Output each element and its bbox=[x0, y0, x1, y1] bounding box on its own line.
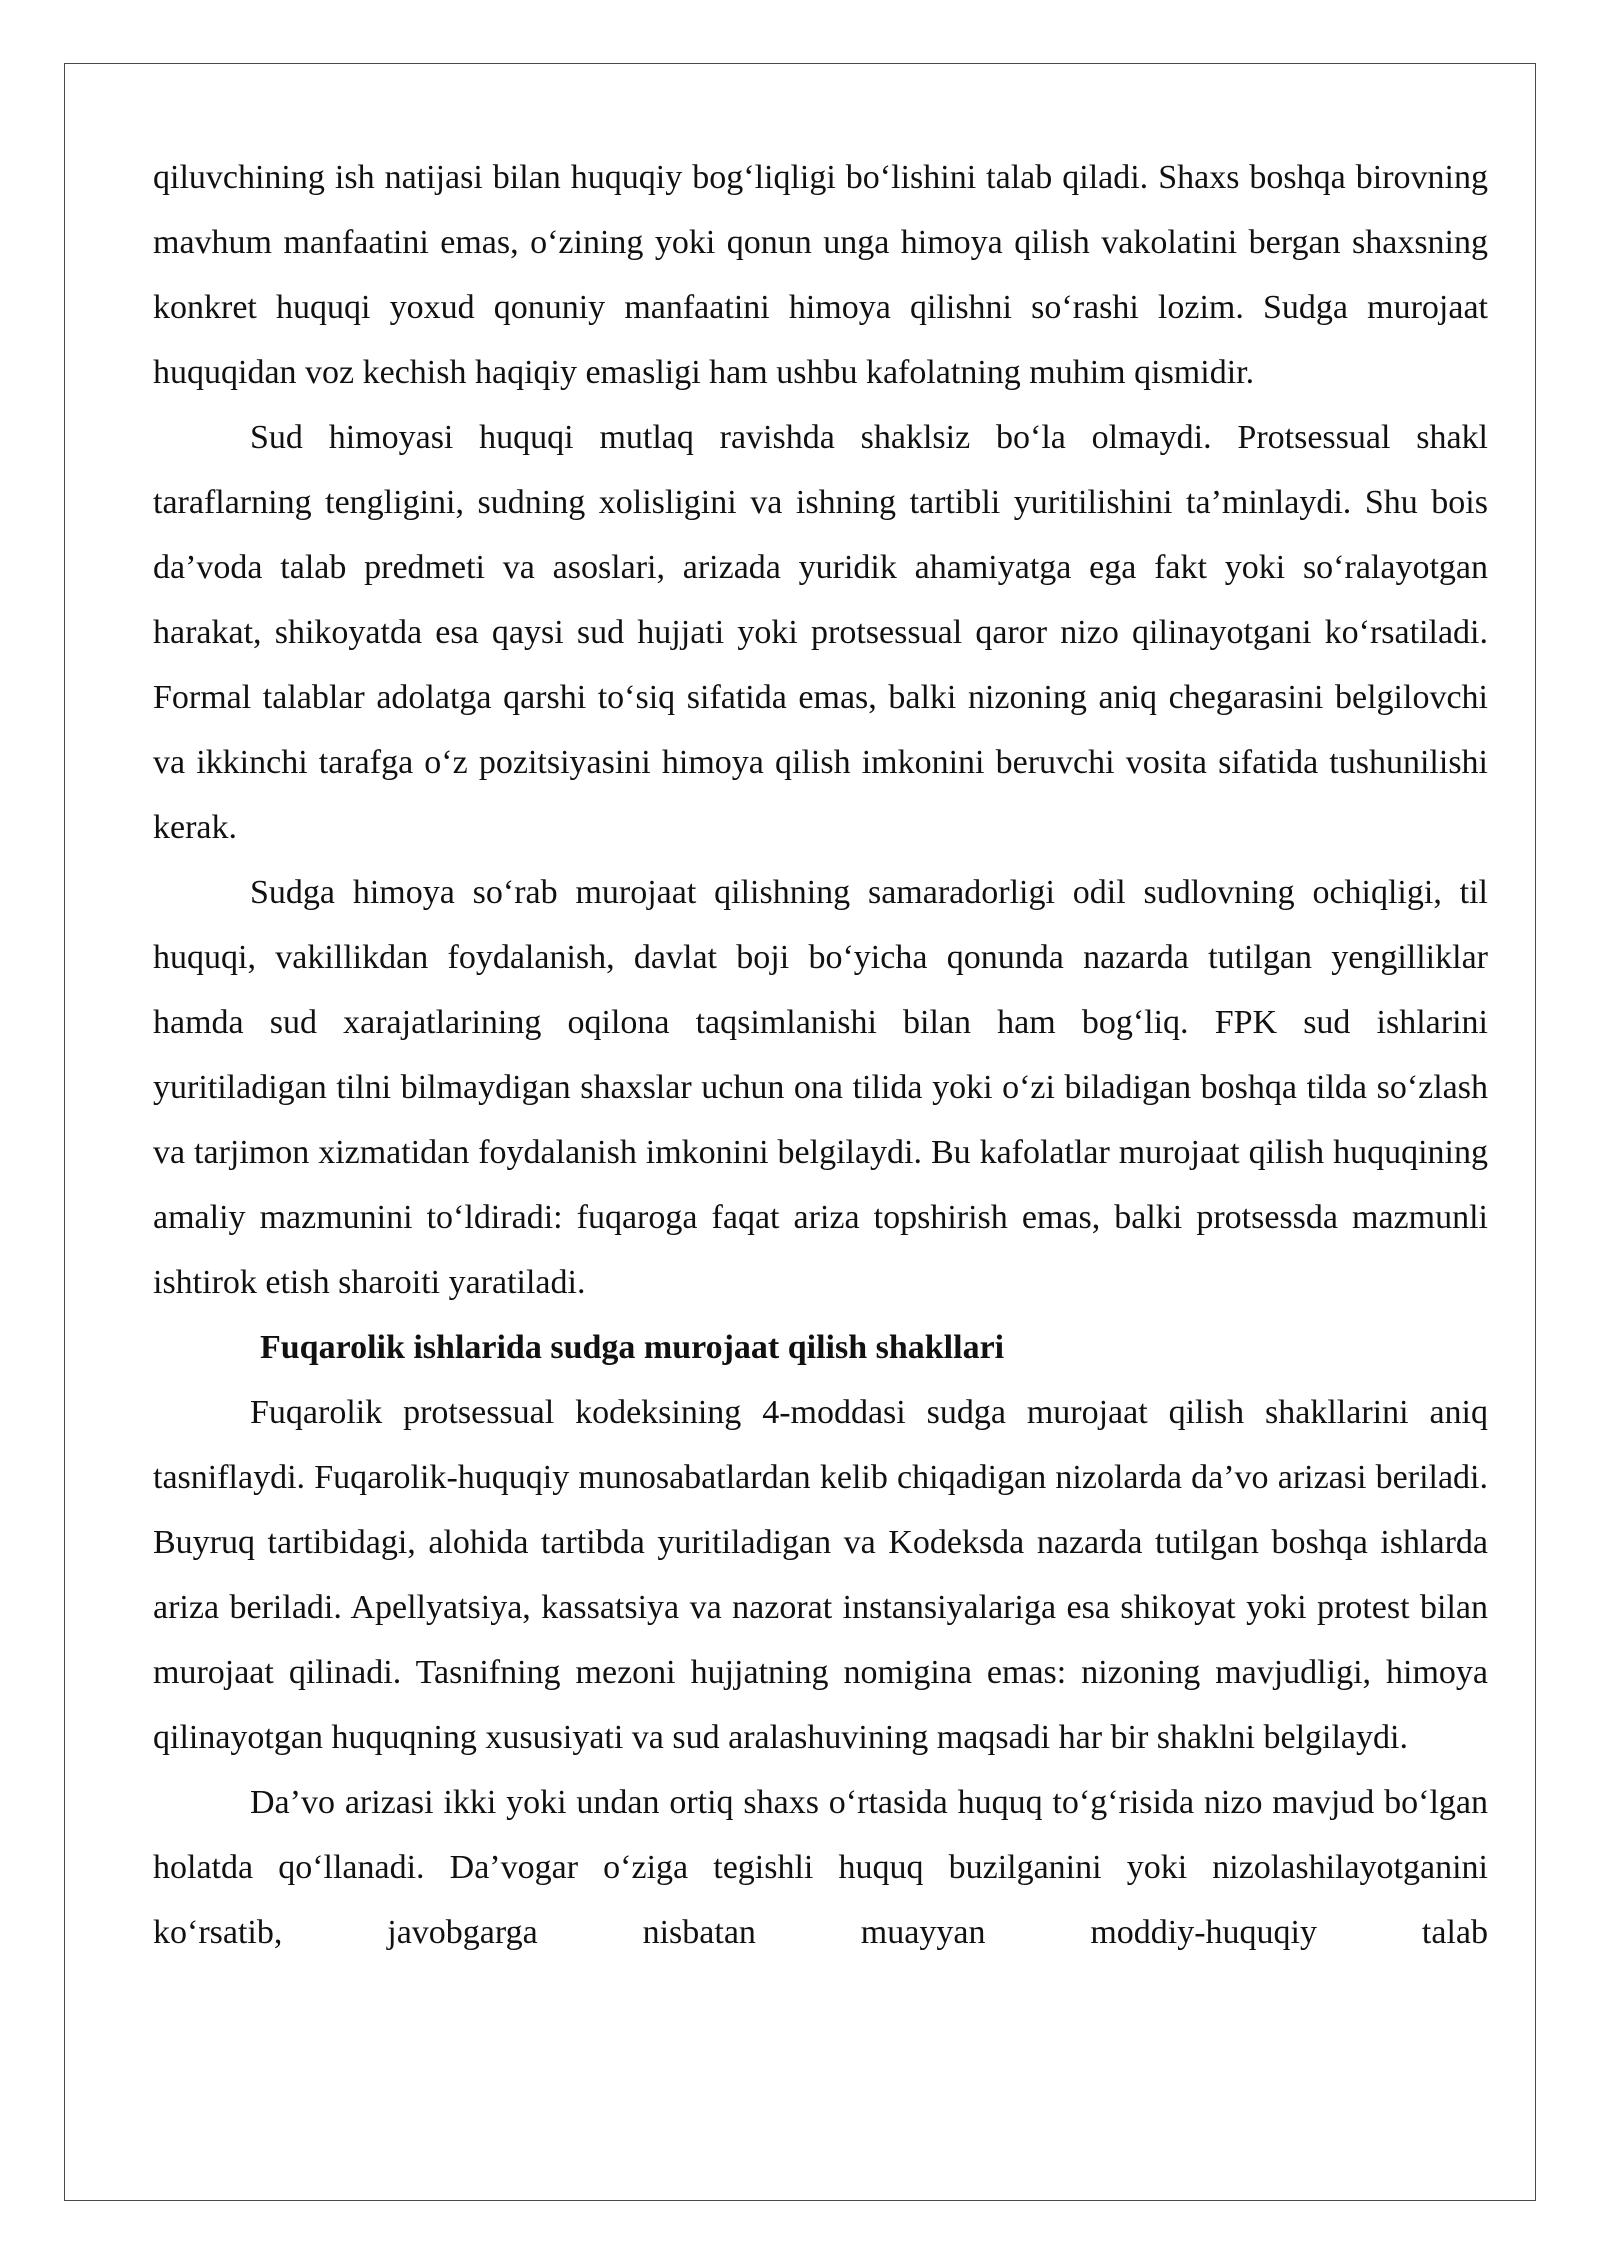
paragraph-5-last-line-justified: Da’vo arizasi ikki yoki undan ortiq shaxs o‘rtasida huquq to‘g‘risida nizo mavjud bo‘lgan holatda qo‘llanadi. Da’vogar o‘ziga tegishli huquq buzilganini yoki nizolashilayotganini ko‘rsatib, javobgarga nisbatan muayyan moddiy-huquqiy talab bbox=[153, 1784, 1488, 1951]
paragraph-1: qiluvchining ish natijasi bilan huquqiy bog‘liqligi bo‘lishini talab qiladi. Shaxs boshqa birovning mavhum manfaatini emas, o‘zining yoki qonun unga himoya qilish vakolatini bergan shaxsning konkret huquqi yoxud qonuniy manfaatini himoya qilishni so‘rashi lozim. Sudga murojaat huquqidan voz kechish haqiqiy emasligi ham ushbu kafolatning muhim qismidir. bbox=[153, 159, 1488, 391]
document-body bbox=[153, 145, 1488, 1965]
paragraph-2: Sud himoyasi huquqi mutlaq ravishda shaklsiz bo‘la olmaydi. Protsessual shakl taraflarning tengligini, sudning xolisligini va ishning tartibli yuritilishini ta’minlaydi. Shu bois da’voda talab predmeti va asoslari, arizada yuridik ahamiyatga ega fakt yoki so‘ralayotgan harakat, shikoyatda esa qaysi sud hujjati yoki protsessual qaror nizo qilinayotgani ko‘rsatiladi. Formal talablar adolatga qarshi to‘siq sifatida emas, balki nizoning aniq chegarasini belgilovchi va ikkinchi tarafga o‘z pozitsiyasini himoya qilish imkonini beruvchi vosita sifatida tushunilishi kerak. bbox=[153, 419, 1488, 846]
paragraph-3: Sudga himoya so‘rab murojaat qilishning samaradorligi odil sudlovning ochiqligi, til huquqi, vakillikdan foydalanish, davlat boji bo‘yicha qonunda nazarda tutilgan yengilliklar hamda sud xarajatlarining oqilona taqsimlanishi bilan ham bog‘liq. FPK sud ishlarini yuritiladigan tilni bilmaydigan shaxslar uchun ona tilida yoki o‘zi biladigan boshqa tilda so‘zlash va tarjimon xizmatidan foydalanish imkonini belgilaydi. Bu kafolatlar murojaat qilish huquqining amaliy mazmunini to‘ldiradi: fuqaroga faqat ariza topshirish emas, balki protsessda mazmunli ishtirok etish sharoiti yaratiladi. bbox=[153, 874, 1488, 1301]
paragraph-4: Fuqarolik protsessual kodeksining 4-moddasi sudga murojaat qilish shakllarini aniq tasniflaydi. Fuqarolik-huquqiy munosabatlardan kelib chiqadigan nizolarda da’vo arizasi beriladi. Buyruq tartibidagi, alohida tartibda yuritiladigan va Kodeksda nazarda tutilgan boshqa ishlarda ariza beriladi. Apellyatsiya, kassatsiya va nazorat instansiyalariga esa shikoyat yoki protest bilan murojaat qilinadi. Tasnifning mezoni hujjatning nomigina emas: nizoning mavjudligi, himoya qilinayotgan huquqning xususiyati va sud aralashuvining maqsadi har bir shaklni belgilaydi. bbox=[153, 1394, 1488, 1756]
section-heading: Fuqarolik ishlarida sudga murojaat qilish shakllari bbox=[260, 1329, 1005, 1366]
